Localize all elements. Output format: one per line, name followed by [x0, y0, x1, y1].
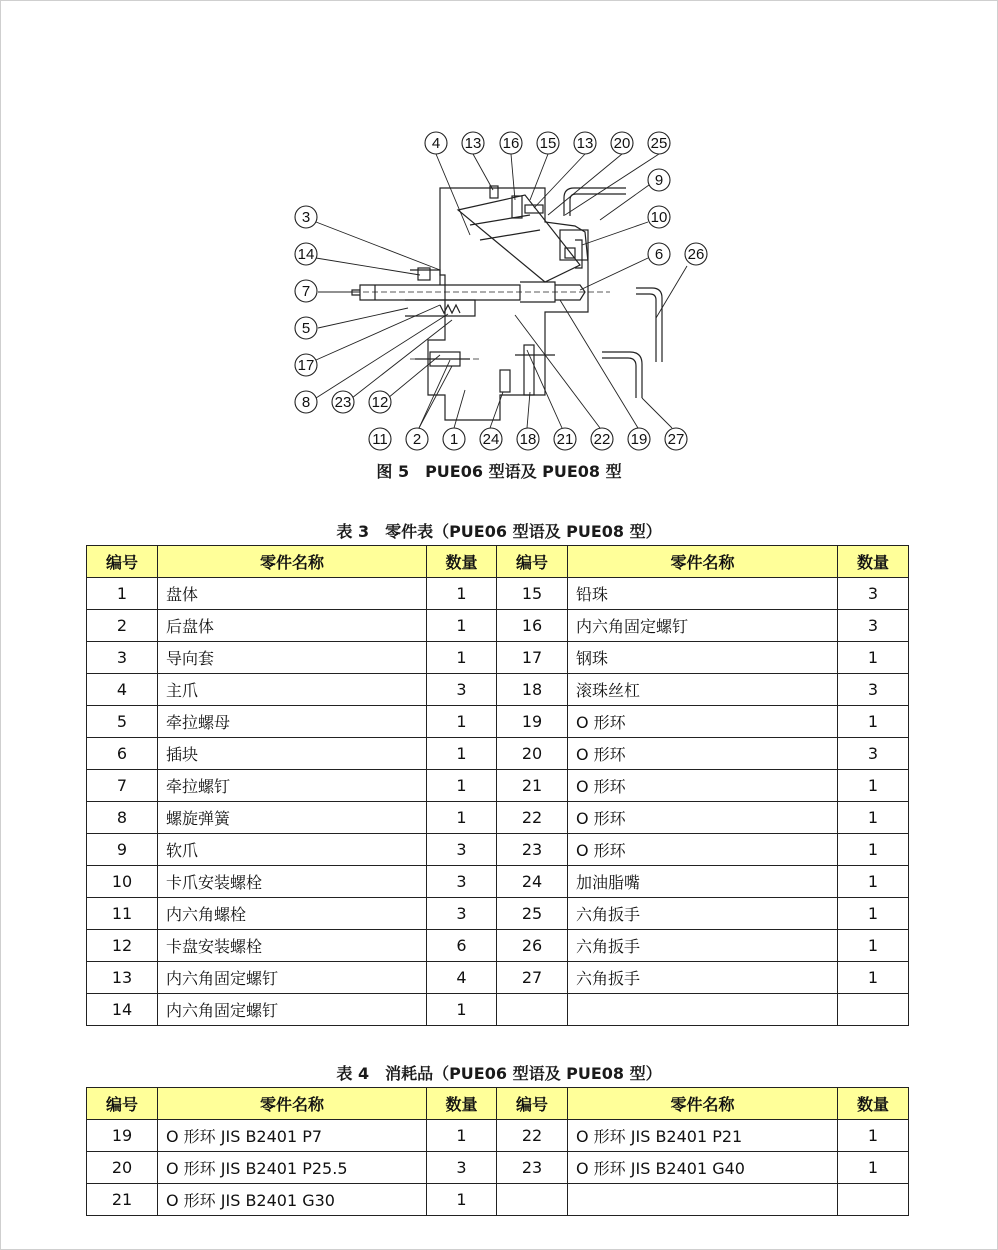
part-number-cell: 24 — [497, 866, 568, 898]
callout-27: 27 — [667, 431, 685, 448]
part-number-cell: 23 — [497, 834, 568, 866]
table-row — [87, 642, 909, 674]
callout-22: 22 — [593, 431, 611, 448]
table-row — [87, 930, 909, 962]
part-name-cell: O 形环 JIS B2401 P21 — [568, 1120, 838, 1152]
part-number-cell: 21 — [87, 1184, 158, 1216]
table-row — [87, 898, 909, 930]
table-row — [87, 674, 909, 706]
part-name-cell: O 形环 JIS B2401 G40 — [568, 1152, 838, 1184]
quantity-cell — [838, 1184, 909, 1216]
callout-1: 1 — [449, 431, 459, 448]
callout-labels — [298, 135, 705, 448]
part-number-cell: 13 — [87, 962, 158, 994]
callout-9: 9 — [654, 172, 664, 189]
part-number-cell: 7 — [87, 770, 158, 802]
callout-6: 6 — [654, 246, 664, 263]
callout-19: 19 — [630, 431, 648, 448]
part-number-cell: 10 — [87, 866, 158, 898]
part-number-cell: 1 — [87, 578, 158, 610]
part-name-cell: O 形环 — [568, 770, 838, 802]
part-name-cell: 卡爪安装螺栓 — [158, 866, 427, 898]
part-name-cell: 内六角螺栓 — [158, 898, 427, 930]
callout-15: 15 — [539, 135, 557, 152]
part-name-cell: 软爪 — [158, 834, 427, 866]
table-row — [87, 802, 909, 834]
quantity-cell: 3 — [838, 674, 909, 706]
quantity-cell — [838, 994, 909, 1026]
part-number-cell: 2 — [87, 610, 158, 642]
part-number-cell: 22 — [497, 1120, 568, 1152]
part-name-cell: O 形环 — [568, 834, 838, 866]
table3-caption: 表 3 零件表（PUE06 型语及 PUE08 型） — [336, 522, 662, 541]
quantity-cell: 1 — [427, 994, 497, 1026]
quantity-cell: 1 — [427, 1120, 497, 1152]
quantity-cell: 1 — [427, 610, 497, 642]
quantity-cell: 3 — [427, 1152, 497, 1184]
part-number-cell: 5 — [87, 706, 158, 738]
part-number-cell: 4 — [87, 674, 158, 706]
table-row — [87, 706, 909, 738]
part-name-cell: 盘体 — [158, 578, 427, 610]
quantity-cell: 1 — [838, 866, 909, 898]
part-name-cell: 滚珠丝杠 — [568, 674, 838, 706]
part-number-cell: 18 — [497, 674, 568, 706]
quantity-cell: 3 — [838, 738, 909, 770]
part-number-cell: 14 — [87, 994, 158, 1026]
part-number-cell: 27 — [497, 962, 568, 994]
column-header: 数量 — [427, 546, 497, 578]
quantity-cell: 1 — [427, 706, 497, 738]
quantity-cell: 1 — [838, 898, 909, 930]
quantity-cell: 1 — [427, 770, 497, 802]
quantity-cell: 1 — [427, 578, 497, 610]
quantity-cell: 1 — [838, 1152, 909, 1184]
part-name-cell: O 形环 JIS B2401 G30 — [158, 1184, 427, 1216]
part-name-cell: 牵拉螺钉 — [158, 770, 427, 802]
part-number-cell: 3 — [87, 642, 158, 674]
part-name-cell: 内六角固定螺钉 — [158, 994, 427, 1026]
callout-17: 17 — [297, 357, 315, 374]
part-number-cell — [497, 1184, 568, 1216]
callout-13a: 13 — [464, 135, 482, 152]
part-number-cell: 21 — [497, 770, 568, 802]
callout-circles — [295, 132, 707, 450]
callout-10: 10 — [650, 209, 668, 226]
part-name-cell: O 形环 — [568, 706, 838, 738]
quantity-cell: 1 — [427, 802, 497, 834]
figure-caption: 图 5 PUE06 型语及 PUE08 型 — [376, 462, 622, 481]
part-number-cell: 25 — [497, 898, 568, 930]
callout-7: 7 — [301, 283, 311, 300]
part-name-cell: O 形环 — [568, 738, 838, 770]
callout-12: 12 — [371, 394, 389, 411]
quantity-cell: 1 — [838, 930, 909, 962]
quantity-cell: 1 — [838, 706, 909, 738]
table-row — [87, 578, 909, 610]
table-row — [87, 770, 909, 802]
table-row — [87, 962, 909, 994]
part-name-cell: O 形环 JIS B2401 P25.5 — [158, 1152, 427, 1184]
column-header: 零件名称 — [158, 1088, 427, 1120]
callout-21: 21 — [556, 431, 574, 448]
callout-18: 16 — [502, 135, 520, 152]
part-name-cell: 六角扳手 — [568, 930, 838, 962]
part-name-cell: 钢珠 — [568, 642, 838, 674]
part-name-cell: 内六角固定螺钉 — [158, 962, 427, 994]
part-name-cell: 六角扳手 — [568, 962, 838, 994]
part-number-cell: 17 — [497, 642, 568, 674]
table-row — [87, 1120, 909, 1152]
table-row — [87, 738, 909, 770]
column-header: 数量 — [838, 1088, 909, 1120]
quantity-cell: 1 — [838, 1120, 909, 1152]
column-header: 零件名称 — [158, 546, 427, 578]
table-header-row — [87, 1088, 909, 1120]
callout-13b: 13 — [576, 135, 594, 152]
part-number-cell: 20 — [497, 738, 568, 770]
part-name-cell — [568, 994, 838, 1026]
chuck-assembly-diagram — [0, 0, 998, 460]
part-name-cell: 螺旋弹簧 — [158, 802, 427, 834]
column-header: 数量 — [427, 1088, 497, 1120]
table-row — [87, 1184, 909, 1216]
quantity-cell: 6 — [427, 930, 497, 962]
consumables-table — [86, 1087, 909, 1216]
part-number-cell: 16 — [497, 610, 568, 642]
part-number-cell: 15 — [497, 578, 568, 610]
quantity-cell: 3 — [427, 674, 497, 706]
table-header-row — [87, 546, 909, 578]
quantity-cell: 4 — [427, 962, 497, 994]
part-number-cell: 19 — [497, 706, 568, 738]
column-header: 编号 — [87, 1088, 158, 1120]
part-name-cell: 后盘体 — [158, 610, 427, 642]
quantity-cell: 1 — [838, 802, 909, 834]
column-header: 数量 — [838, 546, 909, 578]
table4-caption: 表 4 消耗品（PUE06 型语及 PUE08 型） — [336, 1064, 662, 1083]
part-name-cell: 加油脂嘴 — [568, 866, 838, 898]
column-header: 编号 — [497, 1088, 568, 1120]
hex-wrenches — [564, 188, 662, 398]
column-header: 零件名称 — [568, 1088, 838, 1120]
quantity-cell: 1 — [838, 642, 909, 674]
callout-23: 23 — [334, 394, 352, 411]
part-number-cell: 19 — [87, 1120, 158, 1152]
quantity-cell: 3 — [838, 610, 909, 642]
part-name-cell: 插块 — [158, 738, 427, 770]
part-name-cell: 内六角固定螺钉 — [568, 610, 838, 642]
callout-3: 3 — [301, 209, 311, 226]
callout-16: 18 — [519, 431, 537, 448]
parts-table — [86, 545, 909, 1026]
part-name-cell: 六角扳手 — [568, 898, 838, 930]
part-number-cell: 12 — [87, 930, 158, 962]
part-number-cell: 20 — [87, 1152, 158, 1184]
table-row — [87, 834, 909, 866]
part-name-cell: O 形环 — [568, 802, 838, 834]
part-number-cell: 6 — [87, 738, 158, 770]
quantity-cell: 1 — [427, 738, 497, 770]
callout-2: 2 — [412, 431, 422, 448]
callout-4: 4 — [431, 135, 441, 152]
callout-26: 26 — [687, 246, 705, 263]
callout-24: 24 — [482, 431, 500, 448]
callout-11: 11 — [372, 431, 388, 448]
part-number-cell: 26 — [497, 930, 568, 962]
center-lines — [345, 292, 610, 359]
quantity-cell: 1 — [838, 770, 909, 802]
column-header: 编号 — [87, 546, 158, 578]
quantity-cell: 1 — [838, 834, 909, 866]
column-header: 编号 — [497, 546, 568, 578]
leader-lines — [316, 154, 687, 428]
quantity-cell: 3 — [427, 898, 497, 930]
quantity-cell: 3 — [838, 578, 909, 610]
table-row — [87, 866, 909, 898]
quantity-cell: 3 — [427, 866, 497, 898]
chuck-drawing — [352, 186, 588, 420]
table-row — [87, 994, 909, 1026]
part-number-cell: 9 — [87, 834, 158, 866]
part-number-cell: 22 — [497, 802, 568, 834]
table-row — [87, 1152, 909, 1184]
column-header: 零件名称 — [568, 546, 838, 578]
quantity-cell: 1 — [427, 642, 497, 674]
callout-8: 8 — [301, 394, 311, 411]
part-number-cell — [497, 994, 568, 1026]
part-name-cell: 铅珠 — [568, 578, 838, 610]
part-name-cell: 主爪 — [158, 674, 427, 706]
table-row — [87, 610, 909, 642]
part-name-cell: 牵拉螺母 — [158, 706, 427, 738]
part-number-cell: 23 — [497, 1152, 568, 1184]
callout-25: 25 — [650, 135, 668, 152]
quantity-cell: 1 — [838, 962, 909, 994]
part-name-cell: 卡盘安装螺栓 — [158, 930, 427, 962]
part-number-cell: 11 — [87, 898, 158, 930]
part-name-cell: O 形环 JIS B2401 P7 — [158, 1120, 427, 1152]
quantity-cell: 3 — [427, 834, 497, 866]
callout-20: 20 — [613, 135, 631, 152]
callout-14: 14 — [297, 246, 315, 263]
part-name-cell — [568, 1184, 838, 1216]
callout-5: 5 — [301, 320, 311, 337]
part-number-cell: 8 — [87, 802, 158, 834]
part-name-cell: 导向套 — [158, 642, 427, 674]
quantity-cell: 1 — [427, 1184, 497, 1216]
